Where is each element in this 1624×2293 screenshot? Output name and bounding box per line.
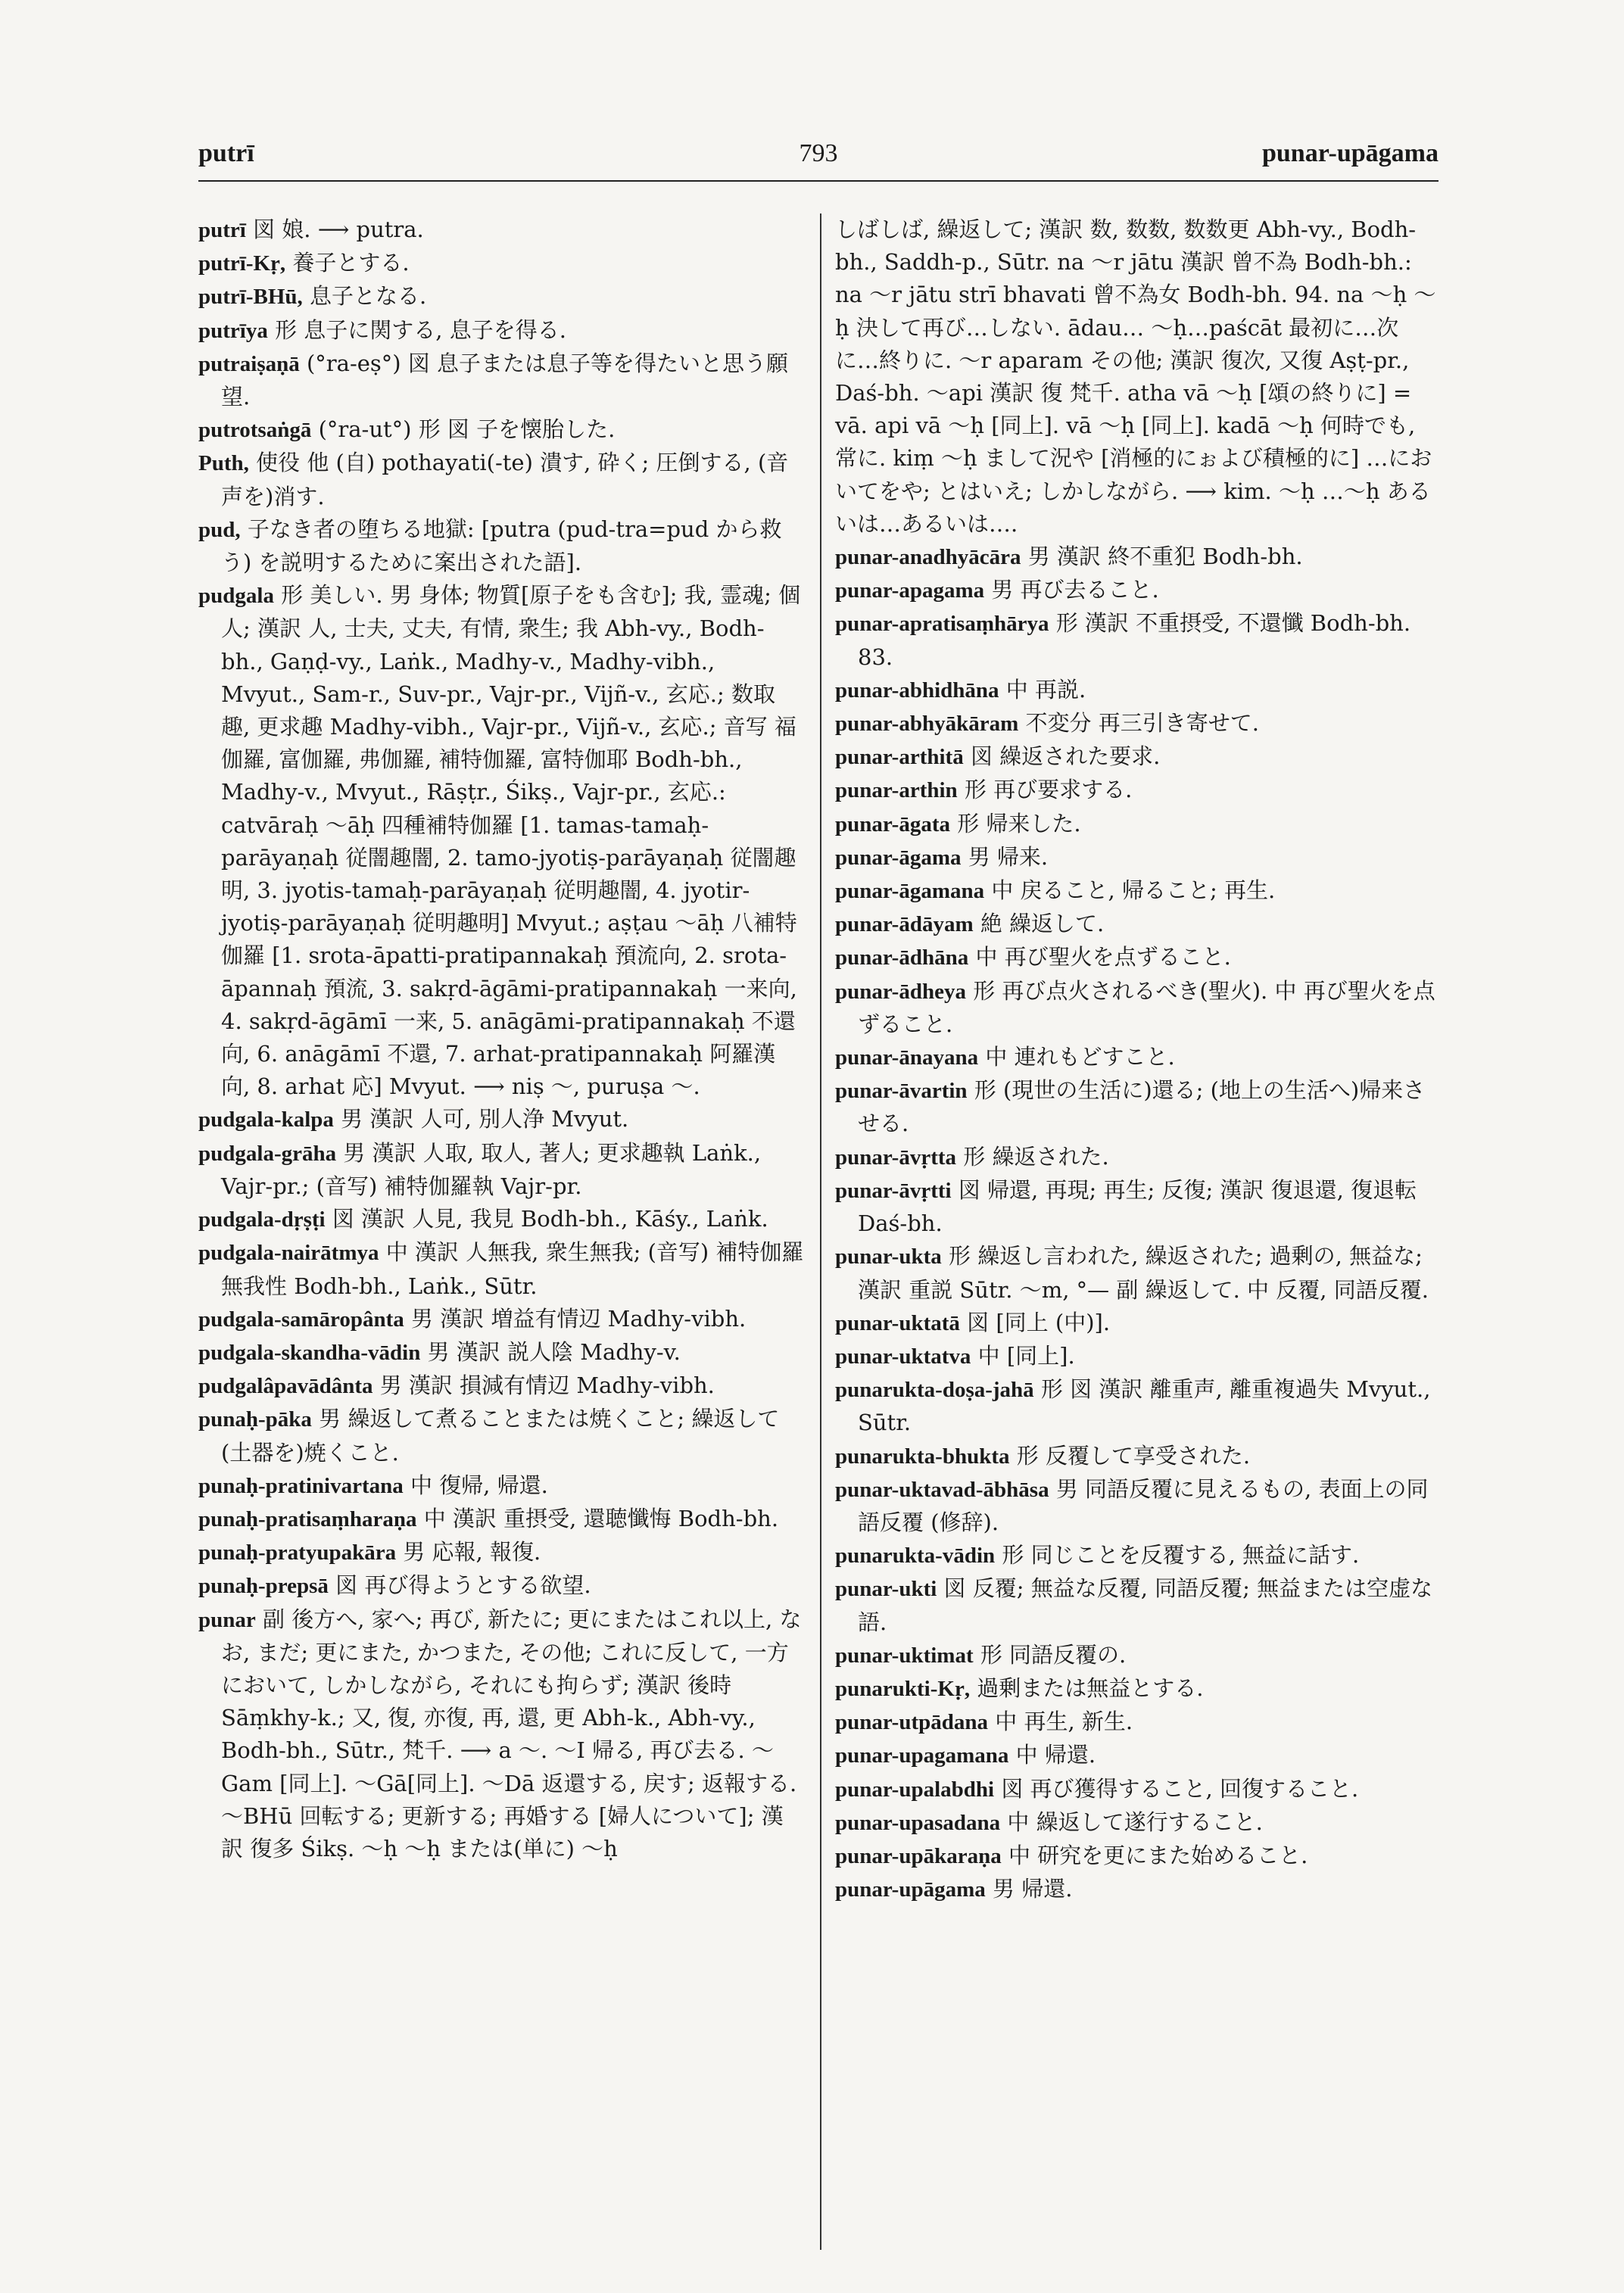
right-column <box>835 213 1439 1906</box>
dictionary-entry <box>835 1840 1439 1873</box>
entry-headword: punar-āvartin <box>835 1079 968 1104</box>
entry-definition: 子なき者の堕ちる地獄: [putra (pud-tra=pud から救う) を説明するために案出された語]. <box>221 516 782 576</box>
entry-headword: pudgala-grāha <box>198 1141 337 1166</box>
dictionary-entry <box>835 607 1439 673</box>
entry-definition: 図 再び得ようとする欲望. <box>335 1572 591 1599</box>
dictionary-entry <box>835 1739 1439 1772</box>
entry-definition: 男 漢訳 増益有情辺 Madhy-vibh. <box>411 1305 747 1332</box>
entry-headword: punar-ānayana <box>835 1045 979 1070</box>
left-column <box>198 213 804 1865</box>
header-rule <box>198 180 1439 182</box>
entry-headword: punar-ukti <box>835 1577 937 1602</box>
entry-headword: punarukti-Kṛ, <box>835 1676 971 1701</box>
entry-definition: 中 再生, 新生. <box>995 1709 1133 1735</box>
entry-headword: pudgala-nairātmya <box>198 1241 379 1266</box>
entry-headword: punar-arthitā <box>835 745 964 770</box>
entry-definition: 男 再び去ること. <box>991 577 1159 603</box>
entry-headword: punar-uktavad-ābhāsa <box>835 1477 1049 1502</box>
dictionary-entry <box>198 1369 804 1403</box>
entry-headword: punar-abhyākāram <box>835 712 1019 737</box>
dictionary-entry <box>835 1141 1439 1174</box>
entry-headword: punaḥ-pratisaṃharaṇa <box>198 1506 417 1531</box>
dictionary-entry <box>198 447 804 512</box>
dictionary-entry <box>835 1572 1439 1638</box>
entry-headword: punar-āgata <box>835 812 950 837</box>
dictionary-entry <box>198 413 804 447</box>
entry-definition: 形 息子に関する, 息子を得る. <box>275 316 566 343</box>
entry-definition: 男 漢訳 人可, 別人浄 Mvyut. <box>341 1106 629 1132</box>
dictionary-entry <box>835 541 1439 574</box>
running-head-right: punar-upāgama <box>1261 139 1439 167</box>
entry-headword: punaḥ-pratyupakāra <box>198 1541 397 1566</box>
entry-definition: 中 再び聖火を点ずること. <box>975 944 1231 970</box>
entry-headword: punarukta-bhukta <box>835 1444 1010 1469</box>
dictionary-entry <box>198 1569 804 1603</box>
dictionary-entry <box>835 1440 1439 1473</box>
entry-definition: 中 漢訳 人無我, 衆生無我; (音写) 補特伽羅無我性 Bodh-bh., Laṅk., Sūtr. <box>221 1239 804 1299</box>
entry-headword: punar-upalabdhi <box>835 1777 995 1802</box>
dictionary-entry <box>835 1539 1439 1572</box>
entry-definition: 形 (現世の生活に)還る; (地上の生活へ)帰来させる. <box>858 1077 1426 1137</box>
dictionary-entry <box>835 1706 1439 1739</box>
entry-definition: 息子となる. <box>310 283 427 310</box>
entry-definition: 形 同語反覆の. <box>980 1641 1127 1668</box>
entry-definition: 中 研究を更にまた始めること. <box>1008 1842 1308 1868</box>
entry-headword: punaḥ-prepsā <box>198 1574 329 1599</box>
entry-headword: pud, <box>198 517 241 542</box>
entry-definition: 中 復帰, 帰還. <box>410 1472 548 1498</box>
dictionary-entry <box>198 347 804 413</box>
dictionary-entry <box>835 1672 1439 1706</box>
entry-definition: 図 漢訳 人見, 我見 Bodh-bh., Kāśy., Laṅk. <box>332 1206 768 1232</box>
entry-definition: 図 繰返された要求. <box>970 743 1161 770</box>
dictionary-entry <box>198 1103 804 1136</box>
entry-headword: punar-upagamana <box>835 1743 1009 1768</box>
entry-headword: punar-uktatā <box>835 1310 960 1335</box>
entry-definition: 図 娘. ⟶ putra. <box>253 217 424 242</box>
entry-headword: punar-upasadana <box>835 1810 1001 1835</box>
entry-headword: punar-apagama <box>835 578 985 603</box>
running-head-left: putrī <box>198 139 254 167</box>
entry-definition: 中 戻ること, 帰ること; 再生. <box>991 877 1276 904</box>
entry-definition: 中 再説. <box>1005 676 1086 703</box>
dictionary-entry <box>198 247 804 280</box>
entry-headword: punar-ādheya <box>835 979 966 1004</box>
dictionary-entry <box>835 574 1439 607</box>
entry-headword: putrī <box>198 218 246 242</box>
entry-headword: punarukta-doṣa-jahā <box>835 1378 1034 1403</box>
entry-definition: 副 後方へ, 家へ; 再び, 新たに; 更にまたはこれ以上, なお, まだ; 更にまた, かつまた, その他; これに反して, 一方において, しかしながら, それにも拘らず; 漢訳 後時 Sāṃkhy-k.; 又, 復, 亦復, 再, 還, 更 Abh-k., Abh-vy., Bodh-bh., Sūtr., 梵千. ⟶ a ～. ～I 帰る, 再び去る. ～Gam [同上]. ～Gā[同上]. ～Dā 返還する, 戻す; 返報する. ～BHū 回転する; 更新する; 再婚する [婦人について]; 漢訳 復多 Śikṣ. ～ḥ ～ḥ または(単に) ～ḥ <box>221 1606 802 1862</box>
entry-headword: punaḥ-pāka <box>198 1407 312 1432</box>
entry-headword: pudgala <box>198 584 274 609</box>
entry-definition: 男 帰還. <box>992 1876 1073 1902</box>
entry-definition: (°ra-ut°) 形 図 子を懐胎した. <box>318 416 616 443</box>
entry-definition: 中 連れもどすこと. <box>985 1044 1175 1070</box>
dictionary-entry <box>835 1174 1439 1240</box>
dictionary-entry <box>835 1373 1439 1439</box>
dictionary-entry <box>835 841 1439 874</box>
entry-headword: punar-uktimat <box>835 1643 974 1668</box>
dictionary-entry <box>835 1806 1439 1840</box>
entry-definition: 図 [同上 (中)]. <box>967 1309 1111 1335</box>
entry-definition: (°ra-eṣ°) 図 息子または息子等を得たいと思う願望. <box>221 350 789 410</box>
entry-definition: 不変分 再三引き寄せて. <box>1025 710 1259 737</box>
dictionary-entry <box>198 1536 804 1569</box>
dictionary-entry <box>198 213 804 247</box>
entry-definition: 形 美しい. 男 身体; 物質[原子をも含む]; 我, 霊魂; 個人; 漢訳 人, 士夫, 丈夫, 有情, 衆生; 我 Abh-vy., Bodh-bh., Gaṇḍ-vy., Laṅk., Madhy-v., Madhy-vibh., Mvyut., Sam-r., Suv-pr., Vajr-pr., Vijñ-v., 玄応.; 数取趣, 更求趣 Madhy-vibh., Vajr-pr., Vijñ-v., 玄応.; 音写 福伽羅, 富伽羅, 弗伽羅, 補特伽羅, 富特伽耶 Bodh-bh., Madhy-v., Mvyut., Rāṣṭr., Śikṣ., Vajr-pr., 玄応.: catvāraḥ ～āḥ 四種補特伽羅 [1. tamas-tamaḥ-parāyaṇaḥ 従闇趣闇, 2. tamo-jyotiṣ-parāyaṇaḥ 従闇趣明, 3. jyotis-tamaḥ-parāyaṇaḥ 従明趣闇, 4. jyotir-jyotiṣ-parāyaṇaḥ 従明趣明] Mvyut.; aṣṭau ～āḥ 八補特伽羅 [1. srota-āpatti-pratipannakaḥ 預流向, 2. srota-āpannaḥ 預流, 3. sakṛd-āgāmi-pratipannakaḥ 一来向, 4. sakṛd-āgāmī 一来, 5. anāgāmi-pratipannakaḥ 不還向, 6. anāgāmī 不還, 7. arhat-pratipannakaḥ 阿羅漢向, 8. arhat 応] Mvyut. ⟶ niṣ ～, puruṣa ～. <box>221 582 801 1100</box>
entry-headword: pudgala-samāropânta <box>198 1307 404 1332</box>
entry-definition: 形 繰返し言われた, 繰返された; 過剰の, 無益な; 漢訳 重説 Sūtr. ～m, °— 副 繰返して. 中 反覆, 同語反覆. <box>858 1243 1429 1303</box>
entry-definition: 男 応報, 報復. <box>403 1539 541 1566</box>
entry-definition: 図 再び獲得すること, 回復すること. <box>1001 1775 1359 1802</box>
entry-definition: 中 [同上]. <box>977 1342 1075 1369</box>
entry-headword: punar-āvṛtti <box>835 1178 952 1203</box>
dictionary-entry <box>835 1639 1439 1672</box>
dictionary-entry <box>198 1137 804 1203</box>
entry-definition: 形 帰来した. <box>957 810 1081 837</box>
dictionary-entry <box>198 1336 804 1369</box>
dictionary-entry <box>835 707 1439 740</box>
entry-definition: 形 図 漢訳 離重声, 離重複過失 Mvyut., Sūtr. <box>858 1376 1431 1436</box>
entry-definition: 養子とする. <box>292 250 410 276</box>
dictionary-entry <box>835 1307 1439 1340</box>
dictionary-entry <box>835 874 1439 908</box>
entry-headword: putrotsaṅgā <box>198 418 312 443</box>
dictionary-entry <box>198 1469 804 1503</box>
dictionary-entry <box>198 1236 804 1302</box>
page-header <box>198 139 1439 185</box>
entry-definition: 男 繰返して煮ることまたは焼くこと; 繰返して(土器を)焼くこと. <box>221 1406 780 1466</box>
entry-definition: 図 帰還, 再現; 再生; 反復; 漢訳 復退還, 復退転 Daś-bh. <box>858 1176 1417 1237</box>
entry-headword: punar-utpādana <box>835 1710 989 1735</box>
dictionary-entry <box>835 740 1439 774</box>
entry-headword: punar-āgama <box>835 845 962 870</box>
dictionary-entry <box>835 1074 1439 1140</box>
entry-definition: 中 繰返して遂行すること. <box>1007 1809 1263 1835</box>
entry-definition: 形 反覆して享受された. <box>1016 1442 1251 1469</box>
dictionary-entry <box>835 1340 1439 1373</box>
entry-definition: 中 帰還. <box>1015 1742 1096 1768</box>
dictionary-entry <box>835 808 1439 841</box>
entry-definition: 過剰または無益とする. <box>977 1675 1204 1701</box>
entry-headword: pudgalâpavādânta <box>198 1374 373 1399</box>
dictionary-entry <box>835 1240 1439 1306</box>
dictionary-entry <box>198 1203 804 1236</box>
dictionary-entry <box>835 674 1439 707</box>
entry-headword: punar <box>198 1607 256 1632</box>
dictionary-entry <box>198 1403 804 1469</box>
entry-definition: 男 帰来. <box>968 843 1049 870</box>
entry-headword: punar-ādāyam <box>835 912 974 937</box>
dictionary-entry <box>835 1041 1439 1074</box>
entry-definition: 使役 他 (自) pothayati(-te) 潰す, 砕く; 圧倒する, (音声を)消す. <box>221 450 789 509</box>
entry-definition: 形 繰返された. <box>963 1143 1109 1170</box>
dictionary-entry <box>835 908 1439 941</box>
entry-headword: pudgala-kalpa <box>198 1108 334 1132</box>
dictionary-entry <box>198 1603 804 1866</box>
entry-definition: 男 漢訳 終不重犯 Bodh-bh. <box>1027 544 1303 570</box>
page-number: 793 <box>799 139 838 167</box>
entry-definition: 男 漢訳 人取, 取人, 著人; 更求趣執 Laṅk., Vajr-pr.; (音写) 補特伽羅執 Vajr-pr. <box>221 1139 762 1199</box>
entry-definition: 男 漢訳 損減有情辺 Madhy-vibh. <box>379 1372 715 1399</box>
entry-definition: 形 同じことを反覆する, 無益に話す. <box>1002 1542 1360 1569</box>
entry-headword: Puth, <box>198 451 249 476</box>
entry-definition: 図 反覆; 無益な反覆, 同語反覆; 無益または空虚な語. <box>858 1575 1433 1635</box>
entry-headword: punarukta-vādin <box>835 1544 996 1569</box>
entry-definition: 形 漢訳 不重摂受, 不還懺 Bodh-bh. 83. <box>858 610 1411 670</box>
dictionary-entry <box>835 975 1439 1041</box>
entry-headword: punaḥ-pratinivartana <box>198 1473 404 1498</box>
entry-definition: 男 同語反覆に見えるもの, 表面上の同語反覆 (修辞). <box>858 1475 1429 1535</box>
entry-headword: punar-apratisaṃhārya <box>835 612 1049 637</box>
entry-definition: 絶 繰返して. <box>980 911 1105 937</box>
entry-headword: punar-upākaraṇa <box>835 1843 1002 1868</box>
column-divider <box>820 213 821 2250</box>
entry-definition: 形 再び要求する. <box>964 777 1133 803</box>
dictionary-entry <box>198 280 804 313</box>
dictionary-entry <box>198 1303 804 1336</box>
dictionary-entry <box>835 1873 1439 1906</box>
entry-definition: 男 漢訳 説人陰 Madhy-v. <box>427 1338 681 1365</box>
entry-headword: pudgala-dṛṣṭi <box>198 1207 326 1232</box>
entry-headword: punar-āgamana <box>835 879 985 904</box>
entry-headword: punar-abhidhāna <box>835 678 999 703</box>
entry-headword: punar-anadhyācāra <box>835 545 1021 570</box>
dictionary-entry <box>835 941 1439 974</box>
entry-definition: 形 再び点火されるべき(聖火). 中 再び聖火を点ずること. <box>858 977 1435 1037</box>
entry-headword: punar-ukta <box>835 1245 942 1270</box>
entry-headword: punar-upāgama <box>835 1877 986 1902</box>
entry-headword: putraiṣaṇā <box>198 351 300 376</box>
entry-headword: putrī-BHū, <box>198 285 303 310</box>
dictionary-entry <box>198 579 804 1103</box>
entry-definition: 中 漢訳 重摂受, 還聴懺悔 Bodh-bh. <box>423 1505 779 1531</box>
entry-headword: putrī-Kṛ, <box>198 251 286 276</box>
dictionary-entry <box>198 513 804 579</box>
dictionary-entry <box>198 314 804 347</box>
entry-headword: putrīya <box>198 318 268 343</box>
entry-headword: pudgala-skandha-vādin <box>198 1340 421 1365</box>
entry-headword: punar-āvṛtta <box>835 1145 957 1170</box>
dictionary-entry <box>198 1503 804 1536</box>
dictionary-entry <box>835 1473 1439 1539</box>
entry-headword: punar-arthin <box>835 778 958 803</box>
entry-headword: punar-uktatva <box>835 1344 971 1369</box>
entry-continuation: しばしば, 繰返して; 漢訳 数, 数数, 数数更 Abh-vy., Bodh-bh., Saddh-p., Sūtr. na ～r jātu 漢訳 曾不為 Bodh-bh.: na ～r jātu strī bhavati 曾不為女 Bodh-bh. 94. na ～ḥ ～ḥ 決して再び…しない. ādau… ～ḥ…paścāt 最初に…次に…終りに. ～r aparam その他; 漢訳 復次, 又復 Aṣṭ-pr., Daś-bh. ～api 漢訳 復 梵千. atha vā ～ḥ [頌の終りに] = vā. api vā ～ḥ [同上]. vā ～ḥ [同上]. kadā ～ḥ 何時でも, 常に. kiṃ ～ḥ まして況や [消極的にぉよび積極的に] …においてをや; とはいえ; しかしながら. ⟶ kim. ～ḥ …～ḥ あるいは…あるいは…. <box>835 217 1436 537</box>
dictionary-entry <box>835 774 1439 807</box>
dictionary-entry <box>835 1773 1439 1806</box>
entry-headword: punar-ādhāna <box>835 946 969 970</box>
